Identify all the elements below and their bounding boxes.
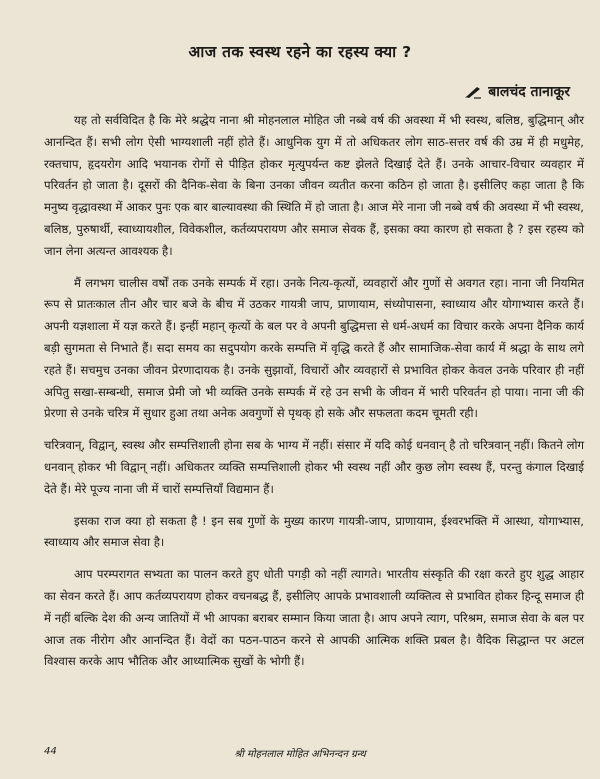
show-through-text: [60, 0, 600, 26]
paragraph: इसका राज क्या हो सकता है ! इन सब गुणों के मुख्य कारण गायत्री-जाप, प्राणायाम, ईश्वरभक्ति में आस्था, योगाभ्यास, स्वाध्याय और समाज सेवा है।: [44, 513, 584, 550]
book-title: श्री मोहनलाल मोहित अभिनन्दन ग्रन्थ: [234, 749, 366, 760]
paragraph: चरित्रवान्, विद्वान्, स्वस्थ और सम्पत्तिशाली होना सब के भाग्य में नहीं। संसार में यदि कोई धनवान् है तो चरित्रवान् नहीं। कितने लोग धनवान् होकर भी विद्वान् नहीं। अधिकतर व्यक्ति सम्पत्तिशाली होकर भी स्वस्थ नहीं और कुछ लोग स्वस्थ हैं, परन्तु कंगाल दिखाई देते हैं। मेरे पूज्य नाना जी में चारों सम्पत्तियाँ विद्यमान हैं।: [44, 438, 584, 496]
page-footer: [0, 744, 600, 764]
page-number: 44: [44, 746, 57, 757]
paragraph: मैं लगभग चालीस वर्षों तक उनके सम्पर्क में रहा। उनके नित्य-कृत्यों, व्यवहारों और गुणों से अवगत रहा। नाना जी नियमित रूप से प्रातःकाल तीन और चार बजे के बीच में उठकर गायत्री जाप, प्राणायाम, संध्योपासना, स्वाध्याय और योगाभ्यास करते हैं। अपनी यज्ञशाला में यज्ञ करते हैं। इन्हीं महान् कृत्यों के बल पर वे अपनी बुद्धिमत्ता से धर्म-अधर्म का विचार करके अपना दैनिक कार्य बड़ी सुगमता से निभाते हैं। सदा समय का सदुपयोग करके सम्पत्ति में वृद्धि करते हैं और सामाजिक-सेवा कार्य में श्रद्धा के साथ लगे रहते हैं। सचमुच उनका जीवन प्रेरणादायक है। उनके सुझावों, विचारों और व्यवहारों से प्रभावित होकर केवल उनके परिवार ही नहीं अपितु सखा-सम्बन्धी, समाज प्रेमी जो भी व्यक्ति उनके सम्पर्क में रहे उन सभी के जीवन में भारी परिवर्तन हो पाया। नाना जी की प्रेरणा से उनके चरित्र में सुधार हुआ तथा अनेक अवगुणों से पृथक् हो सके और सफलता कदम चूमती रही।: [44, 275, 584, 421]
paragraph: आप परम्परागत सभ्यता का पालन करते हुए धोती पगड़ी को नहीं त्यागते। भारतीय संस्कृति की रक्षा करते हुए शुद्ध आहार का सेवन करते हैं। आप कर्तव्यपरायण होकर वचनबद्ध हैं, इसीलिए आपके प्रभावशाली व्यक्तित्व से प्रभावित होकर हिन्दू समाज ही में नहीं बल्कि देश की अन्य जातियों में भी आपका बराबर सम्मान किया जाता है। आप अपने त्याग, परिश्रम, समाज सेवा के बल पर आज तक नीरोग और आनन्दित हैं। वेदों का पठन-पाठन करने से आपकी आत्मिक शक्ति प्रबल है। वैदिक सिद्धान्त पर अटल विश्वास करके आप भौतिक और आध्यात्मिक सुखों के भोगी हैं।: [44, 567, 584, 669]
page-title: आज तक स्वस्थ रहने का रहस्य क्या ?: [188, 43, 412, 61]
pen-icon: [464, 85, 482, 99]
paragraph: यह तो सर्वविदित है कि मेरे श्रद्धेय नाना श्री मोहनलाल मोहित जी नब्बे वर्ष की अवस्था में भी स्वस्थ, बलिष्ठ, बुद्धिमान् और आनन्दित हैं। सभी लोग ऐसी भाग्यशाली नहीं होते हैं। आधुनिक युग में तो अधिकतर लोग साठ-सत्तर वर्ष की उम्र में ही मधुमेह, रक्तचाप, हृदयरोग आदि भयानक रोगों से पीड़ित होकर मृत्युपर्यन्त कष्ट झेलते दिखाई देते हैं। उनके आचार-विचार व्यवहार में परिवर्तन हो जाता है। दूसरों की दैनिक-सेवा के बिना उनका जीवन व्यतीत करना कठिन हो जाता है। इसीलिए कहा जाता है कि मनुष्य वृद्धावस्था में आकर पुनः एक बार बाल्यावस्था की स्थिति में हो जाता है। आज मेरे नाना जी नब्बे वर्ष की अवस्था में भी स्वस्थ, बलिष्ठ, पुरुषार्थी, स्वाध्यायशील, विवेकशील, कर्तव्यपरायण और समाज सेवक हैं, इसका क्या कारण हो सकता है ? इस रहस्य को जान लेना अत्यन्त आवश्यक है।: [44, 113, 584, 258]
author-name: बालचंद तानाकूर: [488, 84, 570, 100]
author-line: [464, 82, 570, 101]
article-body: [44, 110, 584, 683]
